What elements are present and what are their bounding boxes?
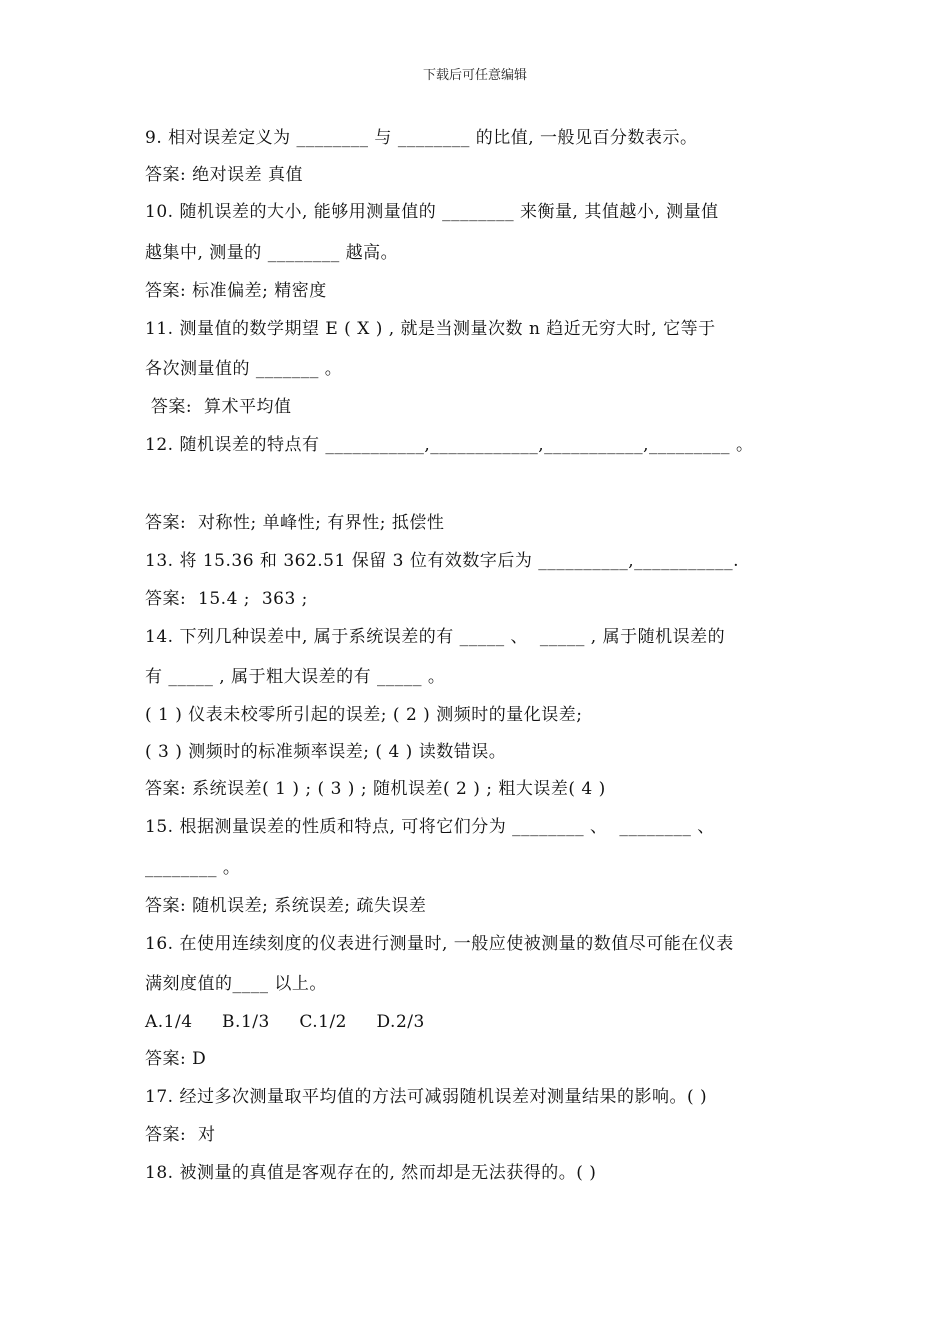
question-16-line-1: 16. 在使用连续刻度的仪表进行测量时, 一般应使被测量的数值尽可能在仪表	[145, 934, 734, 954]
question-14-option-1-2: ( 1 ) 仪表未校零所引起的误差; ( 2 ) 测频时的量化误差;	[145, 705, 583, 725]
page-header: 下载后可任意编辑	[422, 68, 527, 83]
question-16-options: A.1/4 B.1/3 C.1/2 D.2/3	[145, 1012, 425, 1032]
question-14-line-2: 有 _____ , 属于粗大误差的有 _____ 。	[145, 667, 446, 687]
question-15-line-2: ________ 。	[145, 858, 241, 878]
question-15-line-1: 15. 根据测量误差的性质和特点, 可将它们分为 ________ 、 ________ 、	[145, 817, 715, 837]
question-14-option-3-4: ( 3 ) 测频时的标准频率误差; ( 4 ) 读数错误。	[145, 742, 507, 762]
question-11-line-1: 11. 测量值的数学期望 E ( X ) , 就是当测量次数 n 趋近无穷大时, 它等于	[145, 319, 716, 339]
answer-9: 答案: 绝对误差 真值	[145, 165, 304, 185]
answer-17: 答案: 对	[145, 1125, 216, 1145]
question-18: 18. 被测量的真值是客观存在的, 然而却是无法获得的。( )	[145, 1163, 597, 1183]
question-16-line-2: 满刻度值的____ 以上。	[145, 974, 327, 994]
question-9: 9. 相对误差定义为 ________ 与 ________ 的比值, 一般见百分数表示。	[145, 128, 698, 148]
question-13: 13. 将 15.36 和 362.51 保留 3 位有效数字后为 __________,___________.	[145, 551, 740, 571]
question-12: 12. 随机误差的特点有 ___________,____________,___________,_________ 。	[145, 435, 754, 455]
question-11-line-2: 各次测量值的 _______ 。	[145, 359, 343, 379]
question-14-line-1: 14. 下列几种误差中, 属于系统误差的有 _____ 、 _____ , 属于随机误差的	[145, 627, 726, 647]
question-17: 17. 经过多次测量取平均值的方法可减弱随机误差对测量结果的影响。( )	[145, 1087, 708, 1107]
question-10-line-2: 越集中, 测量的 ________ 越高。	[145, 243, 399, 263]
answer-16: 答案: D	[145, 1049, 207, 1069]
answer-10: 答案: 标准偏差; 精密度	[145, 281, 327, 301]
answer-15: 答案: 随机误差; 系统误差; 疏失误差	[145, 896, 427, 916]
answer-12: 答案: 对称性; 单峰性; 有界性; 抵偿性	[145, 513, 445, 533]
answer-11: 答案: 算术平均值	[145, 397, 292, 417]
answer-14: 答案: 系统误差( 1 ) ; ( 3 ) ; 随机误差( 2 ) ; 粗大误差( 4 )	[145, 779, 606, 799]
question-10-line-1: 10. 随机误差的大小, 能够用测量值的 ________ 来衡量, 其值越小, 测量值	[145, 202, 719, 222]
answer-13: 答案: 15.4 ; 363 ;	[145, 589, 308, 609]
